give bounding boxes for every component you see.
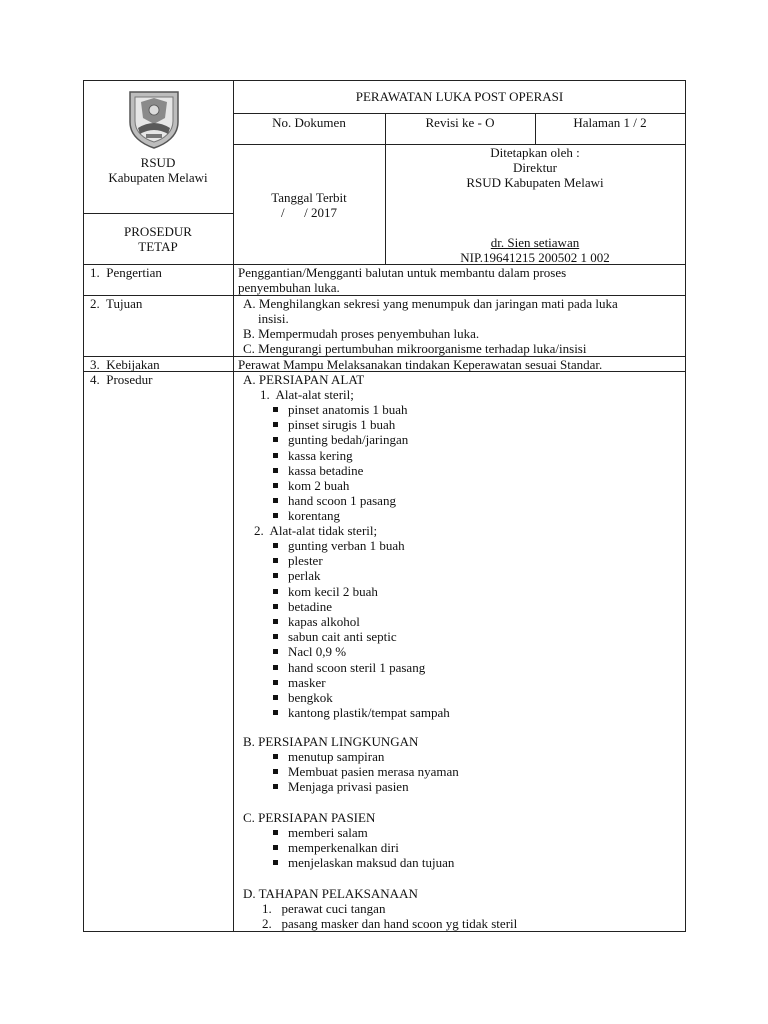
- list-item-text: Menjaga privasi pasien: [288, 779, 409, 795]
- bullet-icon: [273, 680, 278, 685]
- bullet-icon: [273, 604, 278, 609]
- bullet-icon: [273, 649, 278, 654]
- list-item-text: pinset anatomis 1 buah: [288, 402, 408, 417]
- list-item: [273, 553, 323, 568]
- list-item: [273, 825, 368, 840]
- list-item-text: menjelaskan maksud dan tujuan: [288, 855, 455, 871]
- list-item-text: kassa betadine: [288, 462, 364, 478]
- list-item: [273, 508, 340, 523]
- list-item: [273, 855, 454, 870]
- list-item-text: gunting verban 1 buah: [288, 538, 405, 553]
- section-label-tujuan: 2. Tujuan: [90, 296, 143, 311]
- list-item-text: korentang: [288, 508, 340, 524]
- list-item: [273, 432, 408, 447]
- bullet-icon: [273, 695, 278, 700]
- institution-region: Kabupaten Melawi: [108, 170, 208, 185]
- bullet-icon: [273, 558, 278, 563]
- list-item-text: masker: [288, 674, 326, 690]
- list-item: [273, 749, 384, 764]
- approved-by-label: Ditetapkan oleh :: [490, 145, 580, 160]
- bullet-icon: [273, 437, 278, 442]
- list-item: [273, 675, 326, 690]
- list-item-text: Membuat pasien merasa nyaman: [288, 764, 459, 780]
- list-item: [273, 417, 395, 432]
- list-item: [273, 629, 397, 644]
- list-item: [273, 538, 405, 553]
- tujuan-item-b: B. Mempermudah proses penyembuhan luka.: [243, 326, 480, 341]
- bullet-icon: [273, 634, 278, 639]
- doc-number-label: No. Dokumen: [272, 115, 346, 130]
- prosedur-d-title: D. TAHAPAN PELAKSANAAN: [243, 886, 418, 901]
- list-item-text: kapas alkohol: [288, 614, 360, 629]
- list-item-text: memberi salam: [288, 825, 368, 840]
- bullet-icon: [273, 830, 278, 835]
- bullet-icon: [273, 422, 278, 427]
- list-item: [273, 584, 378, 599]
- nonsteril-tools-title: 2. Alat-alat tidak steril;: [254, 523, 378, 538]
- section-label-kebijakan: 3. Kebijakan: [90, 357, 160, 372]
- prosedur-a-title: A. PERSIAPAN ALAT: [243, 372, 365, 387]
- approver-title: Direktur: [512, 160, 558, 175]
- page-label: Halaman 1 / 2: [573, 115, 647, 130]
- list-item: [273, 764, 459, 779]
- implementation-step: 2. pasang masker dan hand scoon yg tidak steril: [262, 916, 518, 931]
- list-item: [273, 690, 333, 705]
- list-item-text: perlak: [288, 568, 321, 584]
- list-item: [273, 599, 332, 614]
- list-item: [273, 568, 320, 583]
- pengertian-line: Penggantian/Mengganti balutan untuk membantu dalam proses: [238, 265, 567, 280]
- section-label-pengertian: 1. Pengertian: [90, 265, 162, 280]
- list-item-text: sabun cait anti septic: [288, 629, 397, 645]
- list-item: [273, 840, 399, 855]
- list-item-text: hand scoon steril 1 pasang: [288, 659, 426, 675]
- approver-organization: RSUD Kabupaten Melawi: [466, 175, 604, 190]
- bullet-icon: [273, 573, 278, 578]
- bullet-icon: [273, 710, 278, 715]
- prosedur-b-title: B. PERSIAPAN LINGKUNGAN: [243, 734, 419, 749]
- institution-logo: [124, 88, 184, 150]
- signer-nip: NIP.19641215 200502 1 002: [460, 250, 610, 265]
- list-item-text: menutup sampiran: [288, 749, 385, 764]
- bullet-icon: [273, 860, 278, 865]
- bullet-icon: [273, 619, 278, 624]
- bullet-icon: [273, 769, 278, 774]
- list-item: [273, 614, 360, 629]
- tujuan-item-a: A. Menghilangkan sekresi yang menumpuk dan jaringan mati pada luka: [243, 296, 618, 311]
- list-item: [273, 448, 353, 463]
- list-item: [273, 402, 408, 417]
- bullet-icon: [273, 845, 278, 850]
- list-item-text: plester: [288, 553, 323, 569]
- bullet-icon: [273, 483, 278, 488]
- bullet-icon: [273, 665, 278, 670]
- steril-tools-title: 1. Alat-alat steril;: [260, 387, 354, 402]
- kebijakan-text: Perawat Mampu Melaksanakan tindakan Keperawatan sesuai Standar.: [238, 357, 603, 372]
- tujuan-item-a-cont: insisi.: [258, 311, 289, 326]
- list-item-text: kassa kering: [288, 447, 353, 463]
- bullet-icon: [273, 784, 278, 789]
- list-item-text: hand scoon 1 pasang: [288, 493, 396, 509]
- issue-date-label: Tanggal Terbit: [271, 190, 347, 205]
- list-item-text: kom 2 buah: [288, 478, 350, 493]
- bullet-icon: [273, 468, 278, 473]
- pengertian-line: penyembuhan luka.: [238, 280, 340, 295]
- bullet-icon: [273, 754, 278, 759]
- list-item-text: betadine: [288, 598, 333, 614]
- bullet-icon: [273, 543, 278, 548]
- tujuan-item-c: C. Mengurangi pertumbuhan mikroorganisme terhadap luka/insisi: [243, 341, 587, 356]
- list-item: [273, 463, 363, 478]
- list-item: [273, 660, 425, 675]
- bullet-icon: [273, 589, 278, 594]
- issue-date: / / 2017: [281, 205, 337, 220]
- procedure-type-line2: TETAP: [138, 239, 178, 254]
- list-item-text: gunting bedah/jaringan: [288, 432, 409, 448]
- signer-name: dr. Sien setiawan: [490, 235, 580, 250]
- list-item: [273, 779, 409, 794]
- list-item-text: bengkok: [288, 690, 333, 705]
- list-item-text: kantong plastik/tempat sampah: [288, 705, 450, 721]
- list-item: [273, 478, 349, 493]
- list-item: [273, 644, 346, 659]
- bullet-icon: [273, 453, 278, 458]
- list-item-text: memperkenalkan diri: [288, 840, 399, 856]
- list-item: [273, 705, 450, 720]
- list-item: [273, 493, 396, 508]
- list-item-text: kom kecil 2 buah: [288, 583, 378, 599]
- bullet-icon: [273, 513, 278, 518]
- section-label-prosedur: 4. Prosedur: [90, 372, 153, 387]
- prosedur-c-title: C. PERSIAPAN PASIEN: [243, 810, 376, 825]
- list-item-text: pinset sirugis 1 buah: [288, 417, 396, 433]
- revision-label: Revisi ke - O: [425, 115, 495, 130]
- bullet-icon: [273, 498, 278, 503]
- document-title: PERAWATAN LUKA POST OPERASI: [355, 89, 564, 104]
- bullet-icon: [273, 407, 278, 412]
- implementation-step: 1. perawat cuci tangan: [262, 901, 386, 916]
- list-item-text: Nacl 0,9 %: [288, 644, 347, 660]
- procedure-type-line1: PROSEDUR: [124, 224, 192, 239]
- institution-name: RSUD: [140, 155, 176, 170]
